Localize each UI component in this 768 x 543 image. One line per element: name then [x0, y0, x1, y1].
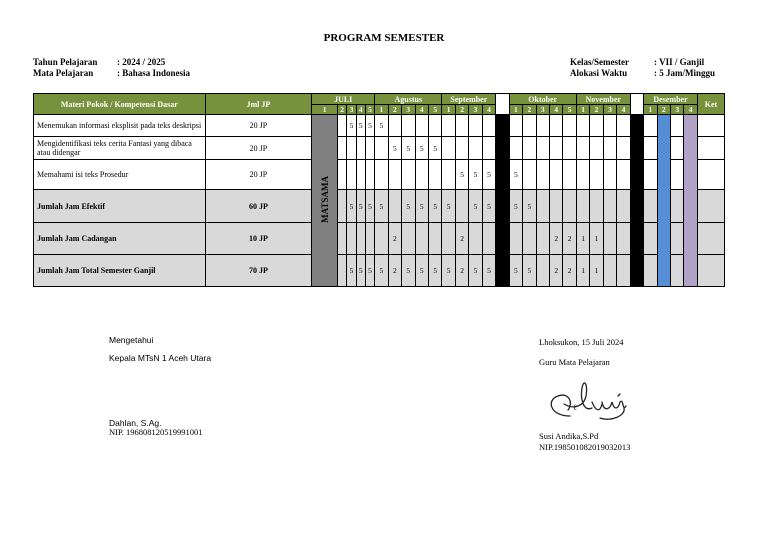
- week-cell: 5: [469, 160, 482, 190]
- week-cell: [536, 137, 549, 160]
- week-cell: 5: [356, 190, 365, 223]
- week-cell: 2: [549, 223, 562, 255]
- row-ket: [697, 115, 724, 137]
- week-header-3-4: 5: [563, 105, 576, 115]
- week-cell: 5: [509, 190, 522, 223]
- week-cell: [347, 160, 356, 190]
- week-cell: [347, 137, 356, 160]
- week-cell: [442, 160, 455, 190]
- week-cell: [469, 115, 482, 137]
- week-cell: 5: [347, 255, 356, 287]
- week-cell: [590, 137, 603, 160]
- week-cell: 5: [402, 137, 415, 160]
- week-cell: [347, 223, 356, 255]
- week-cell: [509, 115, 522, 137]
- week-header-2-0: 1: [442, 105, 455, 115]
- week-cell: 5: [442, 255, 455, 287]
- week-cell: [644, 255, 657, 287]
- week-cell: [338, 190, 347, 223]
- week-cell: [644, 115, 657, 137]
- week-header-5-2: 3: [671, 105, 684, 115]
- week-cell: [388, 115, 401, 137]
- week-cell: [536, 160, 549, 190]
- week-cell: [375, 160, 388, 190]
- week-header-5-3: 4: [684, 105, 697, 115]
- week-cell: [644, 190, 657, 223]
- tahun-value: : 2024 / 2025: [117, 57, 166, 67]
- week-cell: [469, 223, 482, 255]
- week-cell: 5: [375, 255, 388, 287]
- week-cell: [442, 137, 455, 160]
- row-jml-jp: 20 JP: [205, 160, 312, 190]
- week-cell: [338, 115, 347, 137]
- week-cell: [415, 223, 428, 255]
- week-cell: [338, 160, 347, 190]
- sign-left-line2: Kepala MTsN 1 Aceh Utara: [109, 353, 212, 363]
- week-cell: 2: [455, 255, 468, 287]
- header-month-juli: JULI: [312, 94, 375, 105]
- week-cell: 5: [442, 190, 455, 223]
- week-cell: 5: [509, 255, 522, 287]
- week-cell: [590, 160, 603, 190]
- week-cell: 5: [482, 255, 495, 287]
- week-cell: [536, 190, 549, 223]
- week-cell: [617, 223, 630, 255]
- week-header-4-0: 1: [576, 105, 589, 115]
- matsama-label: MATSAMA: [319, 176, 330, 223]
- week-cell: [671, 255, 684, 287]
- week-cell: [576, 115, 589, 137]
- week-cell: [603, 137, 616, 160]
- week-header-1-2: 3: [402, 105, 415, 115]
- mapel-value: : Bahasa Indonesia: [117, 68, 191, 78]
- week-cell: 5: [523, 190, 536, 223]
- week-cell: [388, 160, 401, 190]
- week-header-0-3: 4: [356, 105, 365, 115]
- week-cell: 5: [415, 190, 428, 223]
- week-cell: 5: [365, 190, 374, 223]
- week-cell: 5: [469, 190, 482, 223]
- week-cell: [402, 115, 415, 137]
- week-header-0-4: 5: [365, 105, 374, 115]
- week-cell: 5: [402, 255, 415, 287]
- row-jml-jp: 60 JP: [205, 190, 312, 223]
- week-cell: [549, 115, 562, 137]
- week-cell: 2: [563, 223, 576, 255]
- week-cell: 2: [549, 255, 562, 287]
- header-ket: Ket: [697, 94, 724, 115]
- week-cell: [603, 255, 616, 287]
- week-cell: 1: [590, 255, 603, 287]
- week-header-3-0: 1: [509, 105, 522, 115]
- row-ket: [697, 223, 724, 255]
- week-cell: [576, 137, 589, 160]
- week-cell: [617, 190, 630, 223]
- week-cell: 5: [455, 160, 468, 190]
- week-cell: 5: [509, 160, 522, 190]
- week-header-0-2: 3: [347, 105, 356, 115]
- week-cell: [603, 190, 616, 223]
- week-header-0-0: 1: [312, 105, 338, 115]
- handwritten-signature: [540, 372, 640, 432]
- header-materi: Materi Pokok / Kompetensi Dasar: [34, 94, 206, 115]
- week-cell: [671, 223, 684, 255]
- week-cell: [617, 115, 630, 137]
- week-cell: 1: [590, 223, 603, 255]
- week-header-2-2: 3: [469, 105, 482, 115]
- report-column: [684, 115, 697, 287]
- week-cell: [482, 137, 495, 160]
- week-header-2-1: 2: [455, 105, 468, 115]
- week-cell: [563, 160, 576, 190]
- week-cell: [482, 115, 495, 137]
- sign-right-nip: NIP.198501082019032013: [539, 442, 631, 452]
- row-jml-jp: 10 JP: [205, 223, 312, 255]
- week-cell: [671, 137, 684, 160]
- sign-right-name: Susi Andika,S.Pd: [539, 431, 599, 441]
- week-header-1-0: 1: [375, 105, 388, 115]
- week-cell: [617, 255, 630, 287]
- week-cell: 5: [375, 190, 388, 223]
- week-header-5-1: 2: [657, 105, 670, 115]
- week-cell: [536, 115, 549, 137]
- week-cell: [356, 137, 365, 160]
- week-cell: [603, 223, 616, 255]
- week-cell: 5: [375, 115, 388, 137]
- week-header-1-4: 5: [428, 105, 442, 115]
- week-header-1-3: 4: [415, 105, 428, 115]
- week-cell: [338, 255, 347, 287]
- row-materi: Mengidentifikasi teks cerita Fantasi yang dibaca atau didengar: [34, 137, 206, 160]
- week-cell: [617, 137, 630, 160]
- week-cell: 2: [388, 223, 401, 255]
- header-month-september: September: [442, 94, 496, 105]
- week-cell: 5: [415, 137, 428, 160]
- week-cell: [428, 115, 442, 137]
- week-cell: [603, 115, 616, 137]
- week-cell: [590, 115, 603, 137]
- header-month-desember: Desember: [644, 94, 698, 105]
- row-jml-jp: 70 JP: [205, 255, 312, 287]
- week-cell: 5: [523, 255, 536, 287]
- week-cell: 5: [356, 115, 365, 137]
- alokasi-value: : 5 Jam/Minggu: [654, 68, 716, 78]
- row-ket: [697, 190, 724, 223]
- week-cell: [338, 137, 347, 160]
- week-cell: [549, 190, 562, 223]
- week-header-3-3: 4: [549, 105, 562, 115]
- mapel-label: Mata Pelajaran: [33, 68, 94, 78]
- row-materi: Jumlah Jam Cadangan: [34, 223, 206, 255]
- week-cell: [509, 137, 522, 160]
- week-cell: [415, 115, 428, 137]
- week-cell: [365, 223, 374, 255]
- week-cell: [536, 223, 549, 255]
- week-cell: [590, 190, 603, 223]
- week-cell: [549, 137, 562, 160]
- week-cell: 5: [482, 190, 495, 223]
- week-cell: [644, 160, 657, 190]
- row-jml-jp: 20 JP: [205, 137, 312, 160]
- program-semester-table: [33, 93, 725, 287]
- week-cell: [644, 137, 657, 160]
- row-ket: [697, 160, 724, 190]
- table-row: [34, 255, 725, 287]
- table-row: [34, 223, 725, 255]
- page-title: PROGRAM SEMESTER: [323, 32, 445, 44]
- week-cell: [509, 223, 522, 255]
- week-cell: [482, 223, 495, 255]
- week-cell: 2: [563, 255, 576, 287]
- row-jml-jp: 20 JP: [205, 115, 312, 137]
- week-cell: [402, 160, 415, 190]
- week-cell: [455, 137, 468, 160]
- header-jml-jp: Jml JP: [205, 94, 312, 115]
- week-cell: [671, 115, 684, 137]
- week-header-gap: [630, 105, 643, 115]
- week-cell: [469, 137, 482, 160]
- week-cell: 5: [365, 255, 374, 287]
- row-materi: Jumlah Jam Efektif: [34, 190, 206, 223]
- week-cell: [563, 137, 576, 160]
- week-cell: 5: [347, 190, 356, 223]
- week-cell: [617, 160, 630, 190]
- week-cell: 5: [482, 160, 495, 190]
- week-cell: [402, 223, 415, 255]
- week-cell: 5: [428, 255, 442, 287]
- row-ket: [697, 255, 724, 287]
- kelas-label: Kelas/Semester: [570, 57, 629, 67]
- week-cell: [576, 190, 589, 223]
- sign-right-line2: Guru Mata Pelajaran: [539, 357, 610, 367]
- week-header-4-3: 4: [617, 105, 630, 115]
- week-cell: [375, 137, 388, 160]
- week-header-4-2: 3: [603, 105, 616, 115]
- week-header-gap: [496, 105, 509, 115]
- week-header-5-0: 1: [644, 105, 657, 115]
- header-month-november: November: [576, 94, 630, 105]
- week-cell: [428, 160, 442, 190]
- week-cell: 5: [365, 115, 374, 137]
- week-cell: [576, 160, 589, 190]
- week-cell: [415, 160, 428, 190]
- holiday-column: [630, 115, 643, 287]
- week-cell: [549, 160, 562, 190]
- week-cell: [365, 160, 374, 190]
- week-cell: [338, 223, 347, 255]
- week-cell: 5: [428, 190, 442, 223]
- sign-left-name: Dahlan, S.Ag.: [109, 418, 162, 428]
- week-cell: [356, 223, 365, 255]
- week-cell: 2: [455, 223, 468, 255]
- table-row: [34, 115, 725, 137]
- week-cell: [356, 160, 365, 190]
- week-cell: 5: [347, 115, 356, 137]
- week-cell: [523, 137, 536, 160]
- svg-text:ℓ: ℓ: [573, 403, 577, 412]
- sign-left-line1: Mengetahui: [109, 335, 154, 345]
- week-header-3-2: 3: [536, 105, 549, 115]
- week-cell: [365, 137, 374, 160]
- week-header-1-1: 2: [388, 105, 401, 115]
- week-cell: [455, 115, 468, 137]
- week-cell: [536, 255, 549, 287]
- holiday-column: [496, 115, 509, 287]
- exam-column: [657, 115, 670, 287]
- sign-right-line1: Lhoksukon, 15 Juli 2024: [539, 337, 624, 347]
- week-cell: [563, 190, 576, 223]
- week-cell: [375, 223, 388, 255]
- tahun-label: Tahun Pelajaran: [33, 57, 98, 67]
- sign-left-nip: NIP. 196808120519991001: [109, 427, 203, 437]
- week-cell: 1: [576, 255, 589, 287]
- week-cell: [442, 223, 455, 255]
- row-materi: Menemukan informasi eksplisit pada teks deskripsi: [34, 115, 206, 137]
- week-cell: [428, 223, 442, 255]
- kelas-value: : VII / Ganjil: [654, 57, 705, 67]
- header-month-agustus: Agustus: [375, 94, 442, 105]
- table-row: [34, 190, 725, 223]
- week-cell: 5: [428, 137, 442, 160]
- table-row: [34, 160, 725, 190]
- row-ket: [697, 137, 724, 160]
- matsama-cell: [312, 115, 338, 287]
- week-cell: [455, 190, 468, 223]
- week-cell: 1: [576, 223, 589, 255]
- week-header-0-1: 2: [338, 105, 347, 115]
- week-cell: [442, 115, 455, 137]
- week-cell: 5: [388, 137, 401, 160]
- week-header-2-3: 4: [482, 105, 495, 115]
- alokasi-label: Alokasi Waktu: [570, 68, 628, 78]
- week-cell: [671, 190, 684, 223]
- week-cell: 5: [356, 255, 365, 287]
- week-cell: [563, 115, 576, 137]
- week-cell: [644, 223, 657, 255]
- week-cell: [523, 115, 536, 137]
- week-cell: [523, 223, 536, 255]
- row-materi: Memahami isi teks Prosedur: [34, 160, 206, 190]
- week-cell: [523, 160, 536, 190]
- week-header-3-1: 2: [523, 105, 536, 115]
- week-header-4-1: 2: [590, 105, 603, 115]
- week-cell: 5: [402, 190, 415, 223]
- week-cell: [603, 160, 616, 190]
- week-cell: [671, 160, 684, 190]
- table-row: [34, 137, 725, 160]
- week-cell: 5: [415, 255, 428, 287]
- week-cell: [388, 190, 401, 223]
- week-cell: 5: [469, 255, 482, 287]
- header-month-oktober: Oktober: [509, 94, 576, 105]
- week-cell: 2: [388, 255, 401, 287]
- row-materi: Jumlah Jam Total Semester Ganjil: [34, 255, 206, 287]
